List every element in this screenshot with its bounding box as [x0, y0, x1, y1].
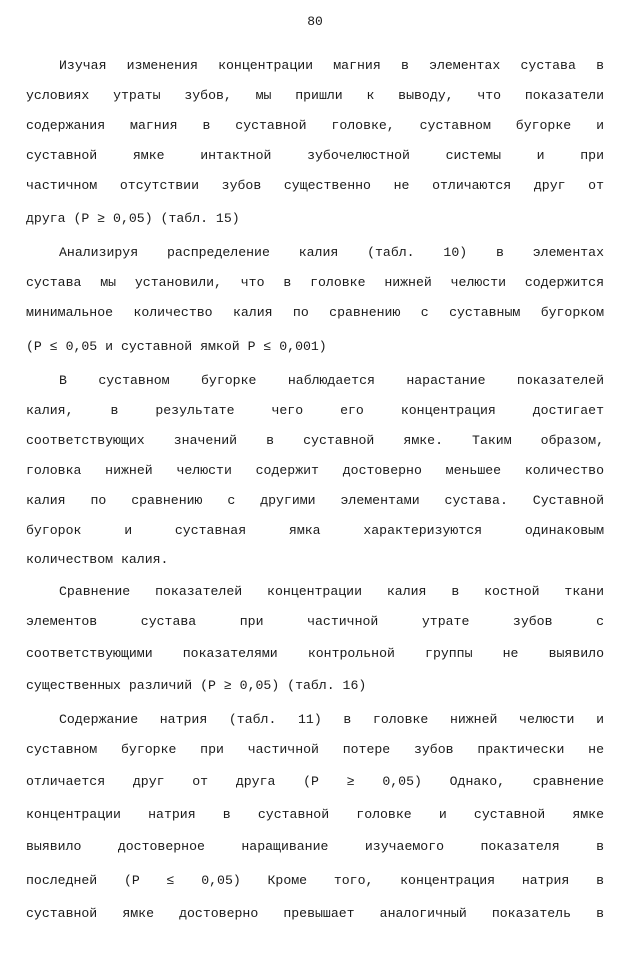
- text-line: содержания магния в суставной головке, суставном бугорке и: [26, 118, 604, 133]
- text-line: количеством калия.: [26, 552, 169, 567]
- page-number: 80: [307, 14, 323, 29]
- text-line: Анализируя распределение калия (табл. 10) в элементах: [59, 245, 604, 260]
- text-line: соответствующими показателями контрольной группы не выявило: [26, 646, 604, 661]
- text-line: В суставном бугорке наблюдается нарастание показателей: [59, 373, 604, 388]
- text-line: условиях утраты зубов, мы пришли к выводу, что показатели: [26, 88, 604, 103]
- text-line: последней (Р ≤ 0,05) Кроме того, концентрация натрия в: [26, 873, 604, 888]
- text-line: головка нижней челюсти содержит достоверно меньшее количество: [26, 463, 604, 478]
- text-line: суставной ямке достоверно превышает аналогичный показатель в: [26, 906, 604, 921]
- text-line: отличается друг от друга (Р ≥ 0,05) Однако, сравнение: [26, 774, 604, 789]
- text-line: Содержание натрия (табл. 11) в головке нижней челюсти и: [59, 712, 604, 727]
- text-line: друга (Р ≥ 0,05) (табл. 15): [26, 211, 240, 226]
- text-line: суставном бугорке при частичной потере зубов практически не: [26, 742, 604, 757]
- text-line: суставной ямке интактной зубочелюстной системы и при: [26, 148, 604, 163]
- text-line: соответствующих значений в суставной ямке. Таким образом,: [26, 433, 604, 448]
- text-line: элементов сустава при частичной утрате зубов с: [26, 614, 604, 629]
- text-line: Сравнение показателей концентрации калия в костной ткани: [59, 584, 604, 599]
- text-line: выявило достоверное наращивание изучаемого показателя в: [26, 839, 604, 854]
- text-line: калия, в результате чего его концентрация достигает: [26, 403, 604, 418]
- text-line: частичном отсутствии зубов существенно не отличаются друг от: [26, 178, 604, 193]
- text-line: (Р ≤ 0,05 и суставной ямкой Р ≤ 0,001): [26, 339, 327, 354]
- text-line: сустава мы установили, что в головке нижней челюсти содержится: [26, 275, 604, 290]
- text-line: калия по сравнению с другими элементами сустава. Суставной: [26, 493, 604, 508]
- text-line: существенных различий (Р ≥ 0,05) (табл. 16): [26, 678, 367, 693]
- text-line: бугорок и суставная ямка характеризуются одинаковым: [26, 523, 604, 538]
- text-line: минимальное количество калия по сравнению с суставным бугорком: [26, 305, 604, 320]
- text-line: концентрации натрия в суставной головке и суставной ямке: [26, 807, 604, 822]
- text-line: Изучая изменения концентрации магния в элементах сустава в: [59, 58, 604, 73]
